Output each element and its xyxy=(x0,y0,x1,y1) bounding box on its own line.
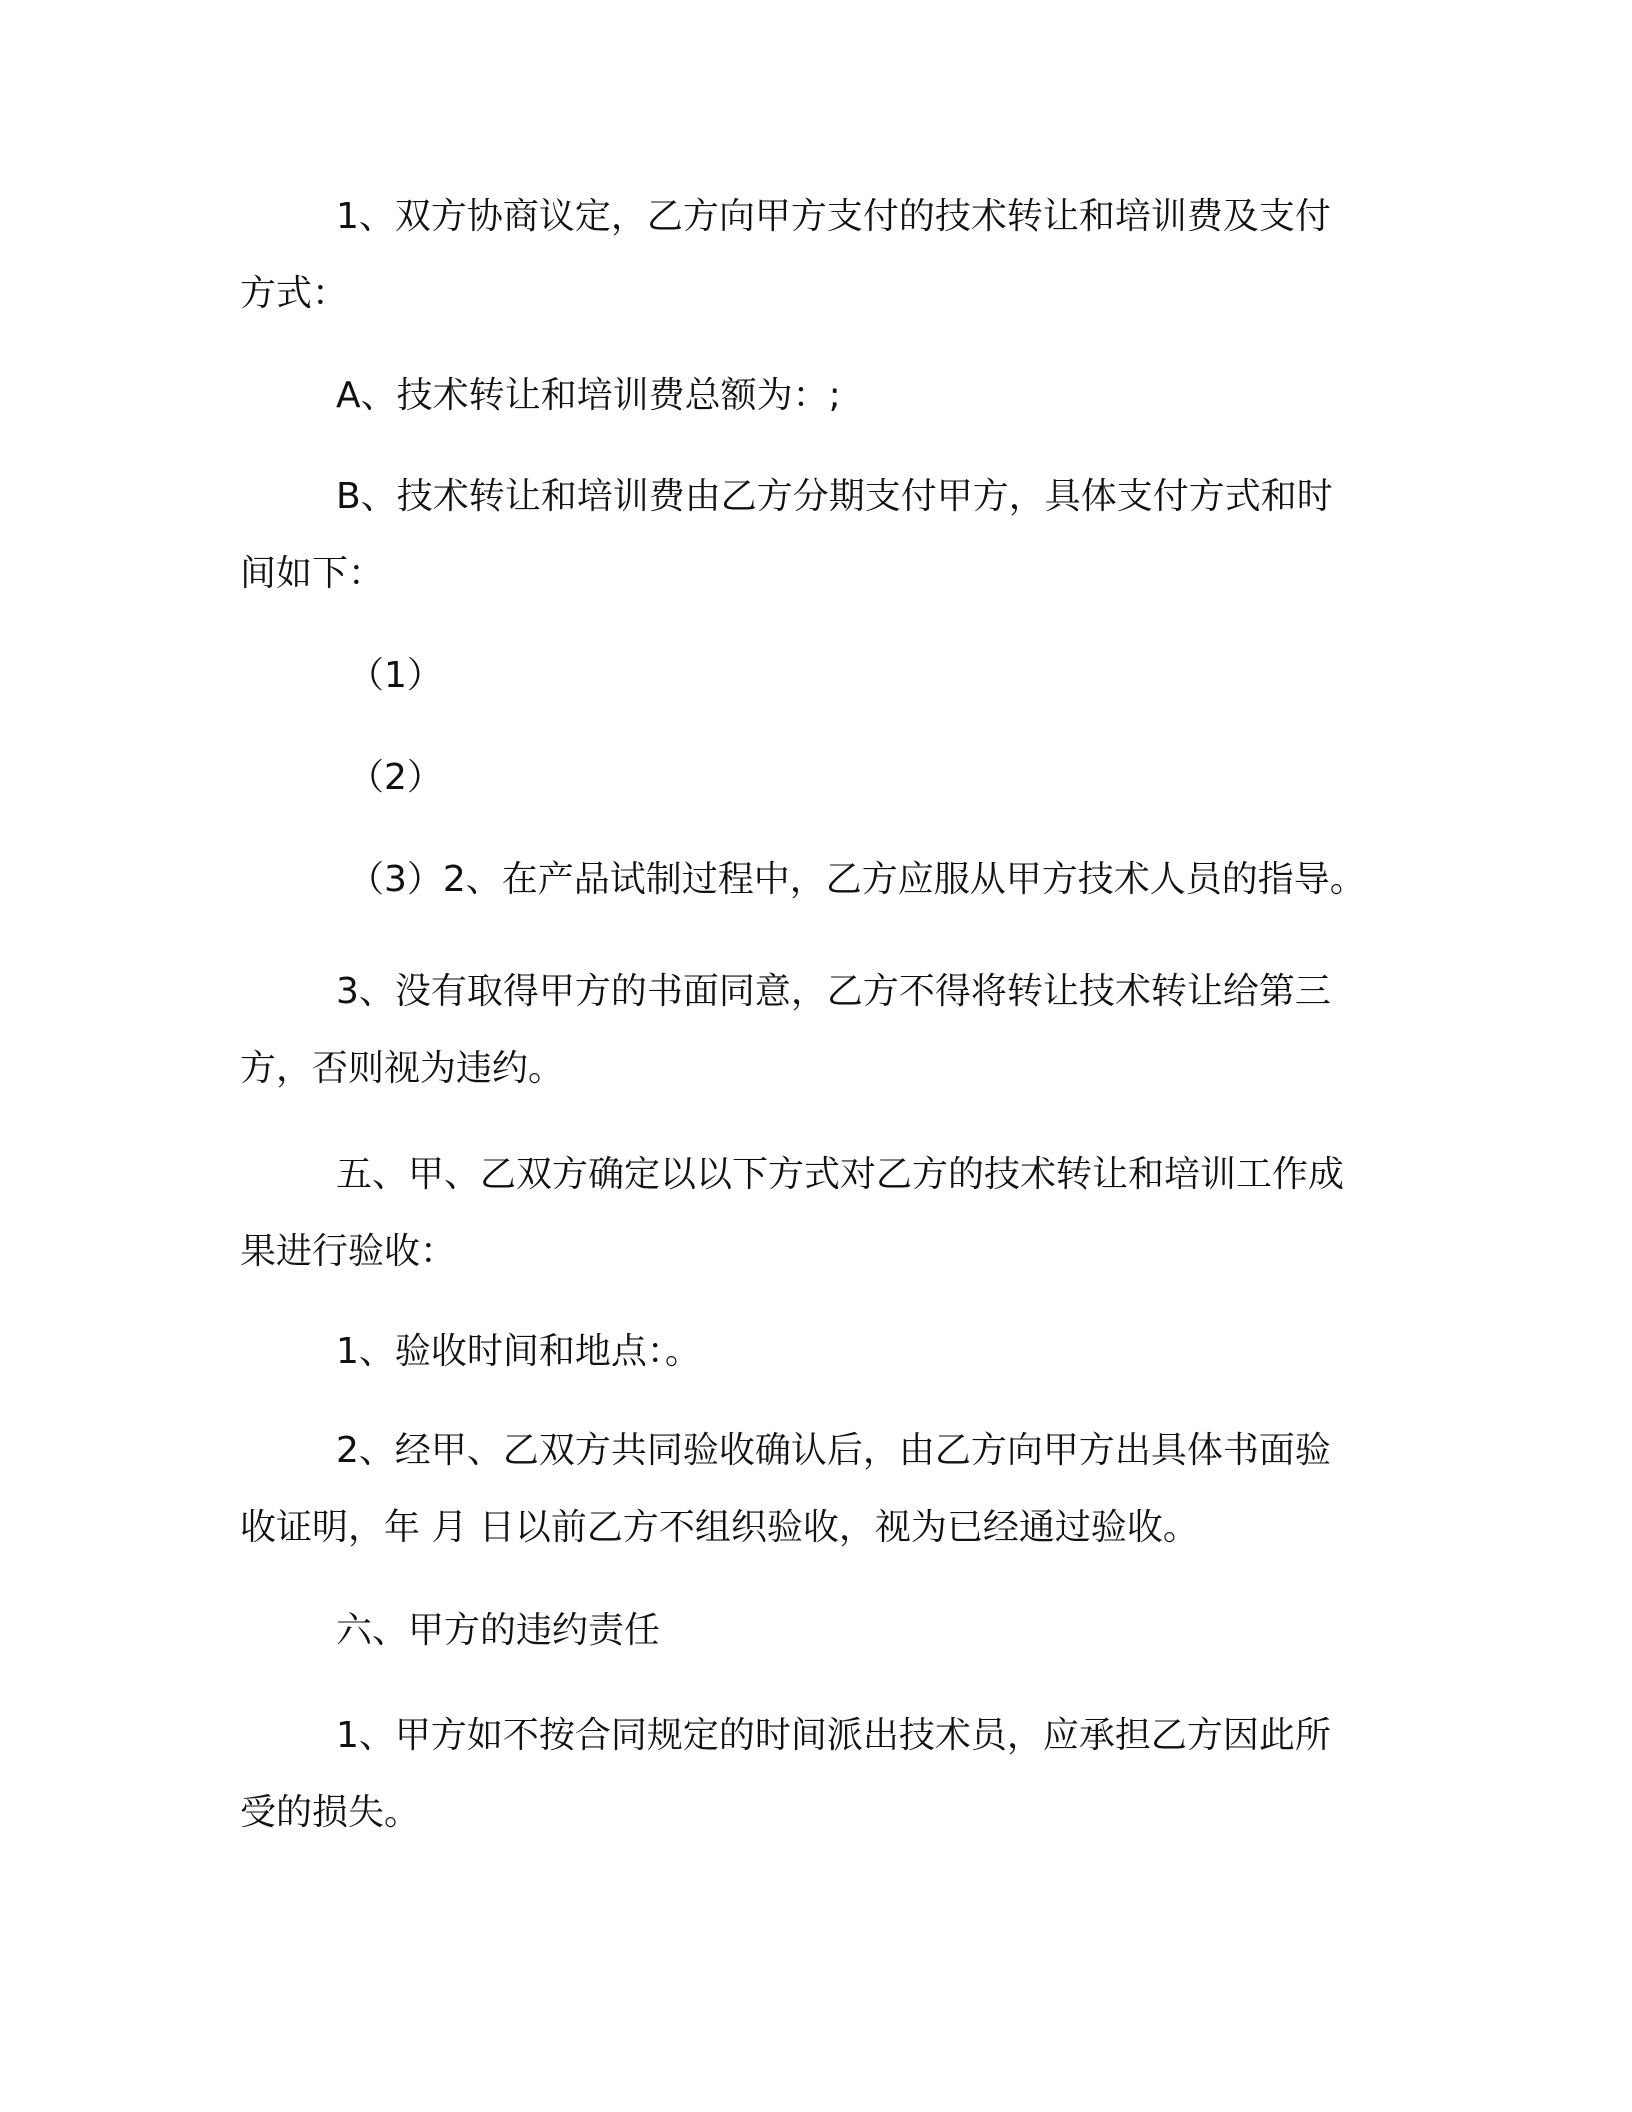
paragraph-line: 五、甲、乙双方确定以以下方式对乙方的技术转让和培训工作成 xyxy=(336,1154,1345,1195)
paragraph-line: 1、甲方如不按合同规定的时间派出技术员，应承担乙方因此所 xyxy=(336,1715,1331,1756)
paragraph-line: 方式： xyxy=(240,273,349,314)
section-six-heading xyxy=(240,1592,1400,1669)
paragraph-acceptance-time xyxy=(240,1313,1400,1390)
paragraph-line: 果进行验收： xyxy=(240,1231,457,1272)
paragraph-line: 受的损失。 xyxy=(240,1792,421,1833)
section-five-heading xyxy=(240,1136,1400,1290)
paragraph-line: 1、双方协商议定，乙方向甲方支付的技术转让和培训费及支付 xyxy=(336,196,1331,237)
paragraph-item-1 xyxy=(240,637,1400,714)
paragraph-line: 2、经甲、乙双方共同验收确认后，由乙方向甲方出具体书面验 xyxy=(336,1430,1331,1471)
paragraph-line: 六、甲方的违约责任 xyxy=(336,1610,661,1651)
paragraph-item-2 xyxy=(240,739,1400,816)
paragraph-line: B、技术转让和培训费由乙方分期支付甲方，具体支付方式和时 xyxy=(336,476,1333,517)
paragraph-line: 3、没有取得甲方的书面同意，乙方不得将转让技术转让给第三 xyxy=(336,971,1331,1012)
paragraph-line: 1、验收时间和地点：。 xyxy=(336,1331,701,1372)
paragraph-line: （2） xyxy=(348,757,443,798)
paragraph-party-a-liability xyxy=(240,1697,1400,1851)
paragraph-installments xyxy=(240,458,1400,612)
paragraph-payment-terms xyxy=(240,178,1400,332)
paragraph-item-3 xyxy=(240,841,1400,918)
paragraph-total-fee xyxy=(240,357,1400,434)
paragraph-line: 间如下： xyxy=(240,553,385,594)
paragraph-transfer-consent xyxy=(240,953,1400,1107)
paragraph-line: （3）2、在产品试制过程中，乙方应服从甲方技术人员的指导。 xyxy=(348,859,1366,900)
paragraph-line: 收证明，年 月 日以前乙方不组织验收，视为已经通过验收。 xyxy=(240,1507,1199,1548)
paragraph-acceptance-certificate xyxy=(240,1412,1400,1566)
paragraph-line: A、技术转让和培训费总额为：; xyxy=(336,375,841,416)
paragraph-line: （1） xyxy=(348,655,443,696)
paragraph-line: 方，否则视为违约。 xyxy=(240,1048,565,1089)
